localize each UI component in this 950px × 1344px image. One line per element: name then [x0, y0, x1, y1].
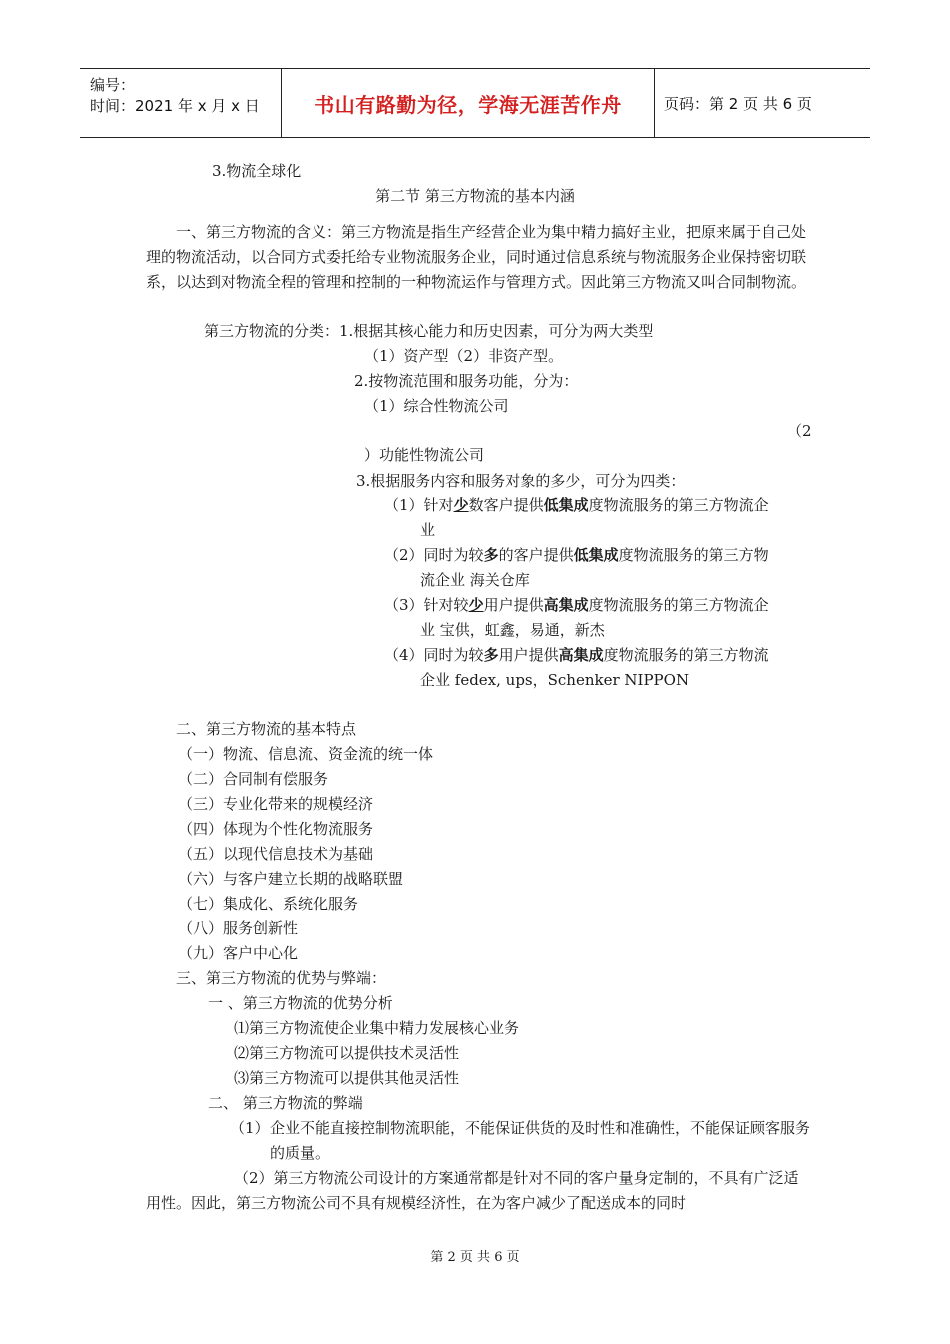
section-heading: 二、第三方物流的基本特点 — [176, 720, 357, 738]
advantage-item: ⑵第三方物流可以提供技术灵活性 — [234, 1044, 460, 1062]
item-number: （1） — [384, 496, 424, 514]
emphasis: 低集成 — [543, 496, 589, 514]
body-line: 2.按物流范围和服务功能，分为： — [354, 372, 579, 390]
item-number: （1） — [230, 1119, 270, 1137]
definition-paragraph: 一、第三方物流的含义：第三方物流是指生产经营企业为集中精力搞好主业，把原来属于自己处理的物流活动，以合同方式委托给专业物流服务企业，同时通过信息系统与物流服务企业保持密切联系，以达到对物流全程的管理和控制的一种物流运作与管理方式。因此第三方物流又叫合同制物流。 — [146, 223, 807, 291]
class-item: （4）同时为较多用户提供高集成度物流服务的第三方物流 — [384, 646, 769, 664]
time-label: 时间：2021 年 x 月 x 日 — [90, 97, 260, 115]
header-meta — [90, 75, 260, 117]
header-motto: 书山有路勤为径，学海无涯苦作舟 — [314, 92, 622, 117]
feature-item: （五）以现代信息技术为基础 — [178, 845, 374, 863]
body-line: 3.物流全球化 — [212, 162, 302, 180]
emphasis: 高集成 — [558, 646, 604, 664]
advantage-item: ⑶第三方物流可以提供其他灵活性 — [234, 1069, 460, 1087]
class-item: （2）同时为较多的客户提供低集成度物流服务的第三方物 — [384, 546, 769, 564]
emphasis: 多 — [483, 546, 499, 564]
emphasis: 多 — [483, 646, 499, 664]
emphasis: 低集成 — [573, 546, 619, 564]
disadvantage-paragraph: （2）第三方物流公司设计的方案通常都是针对不同的客户量身定制的，不具有广泛适用性。因此，第三方物流公司不具有规模经济性，在为客户减少了配送成本的同时 — [146, 1169, 799, 1212]
body-line: （1）综合性物流公司 — [364, 397, 509, 415]
body-line: 3.根据服务内容和服务对象的多少，可分为四类： — [356, 472, 686, 490]
feature-item: （九）客户中心化 — [178, 944, 299, 962]
body-line: （2 — [787, 422, 812, 440]
class-item-cont: 业 — [420, 521, 436, 539]
emphasis: 少 — [468, 596, 484, 614]
feature-item: （七）集成化、系统化服务 — [178, 895, 359, 913]
class-item-cont: 业 宝供，虹鑫，易通，新杰 — [420, 621, 605, 639]
class-item: （1）针对少数客户提供低集成度物流服务的第三方物流企 — [384, 496, 769, 514]
body-line: （1）资产型（2）非资产型。 — [364, 347, 564, 365]
feature-item: （八）服务创新性 — [178, 919, 299, 937]
feature-item: （二）合同制有偿服务 — [178, 770, 329, 788]
item-number: （3） — [384, 596, 424, 614]
section-title: 第二节 第三方物流的基本内涵 — [375, 187, 575, 205]
class-item-cont: 流企业 海关仓库 — [420, 571, 530, 589]
class-item-cont: 企业 fedex, ups，Schenker NIPPON — [420, 671, 690, 689]
advantage-item: ⑴第三方物流使企业集中精力发展核心业务 — [234, 1019, 520, 1037]
header-divider — [654, 69, 655, 137]
class-item: （3）针对较少用户提供高集成度物流服务的第三方物流企 — [384, 596, 769, 614]
emphasis: 高集成 — [543, 596, 589, 614]
number-label: 编号： — [90, 76, 136, 94]
feature-item: （四）体现为个性化物流服务 — [178, 820, 374, 838]
feature-item: （一）物流、信息流、资金流的统一体 — [178, 745, 434, 763]
body-line: 第三方物流的分类：1.根据其核心能力和历史因素，可分为两大类型 — [204, 322, 654, 340]
header-page-code: 页码：第 2 页 共 6 页 — [664, 94, 812, 113]
section-heading: 三、第三方物流的优势与弊端： — [176, 969, 387, 987]
subsection-heading: 一 、第三方物流的优势分析 — [208, 994, 393, 1012]
subsection-heading: 二、 第三方物流的弊端 — [208, 1094, 363, 1112]
emphasis: 少 — [453, 496, 469, 514]
item-number: （4） — [384, 646, 424, 664]
feature-item: （三）专业化带来的规模经济 — [178, 795, 374, 813]
item-number: （2） — [384, 546, 424, 564]
page-header — [80, 68, 870, 138]
page-footer: 第 2 页 共 6 页 — [430, 1250, 520, 1265]
body-line: ）功能性物流公司 — [364, 446, 485, 464]
feature-item: （六）与客户建立长期的战略联盟 — [178, 870, 404, 888]
disadvantage-item: 企业不能直接控制物流职能，不能保证供货的及时性和准确性，不能保证顾客服务的质量。 — [270, 1119, 811, 1162]
